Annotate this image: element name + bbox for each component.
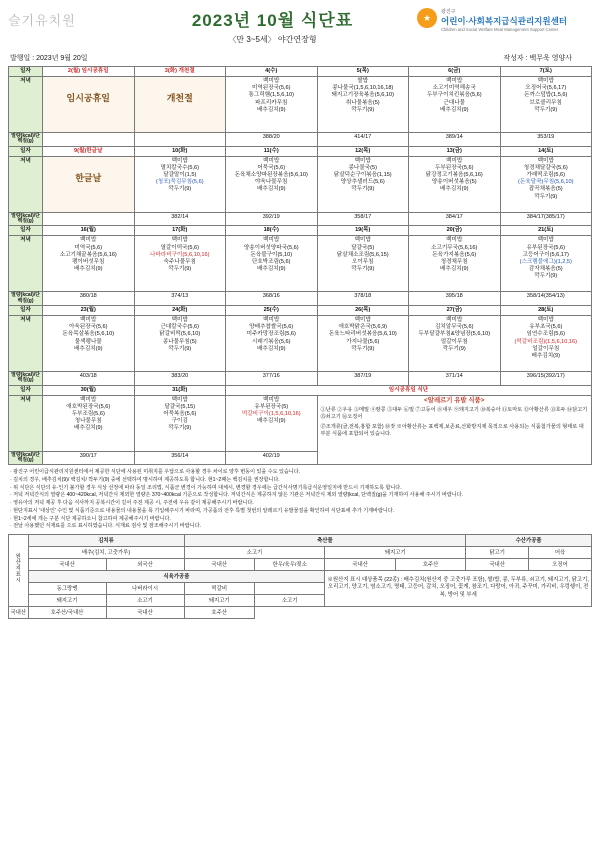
date-row xyxy=(9,67,592,77)
writer: 작성자 : 백무욱 영양사 xyxy=(503,55,572,62)
menu-item: 콩나물무침(5) xyxy=(162,338,197,345)
menu-item: 배추김치(9) xyxy=(257,418,286,425)
menu-item: 깍두기(9) xyxy=(534,193,558,200)
menu-item: 닭살채소조림(5,6,15) xyxy=(336,251,389,258)
menu-item: 깍두기(9) xyxy=(351,266,375,273)
menu-item: 닭강정고기볶음(5,6,16) xyxy=(425,172,483,179)
menu-cell xyxy=(134,395,226,451)
menu-cell xyxy=(43,395,135,451)
menu-item: 양상추샐러드(5,6) xyxy=(340,179,385,186)
menu-item: 백미밥 xyxy=(446,237,463,244)
note-item: · 위 식단은 식단의 유·인기 불가할 경우 식상 선정에 따라 동일 조리법, 식품군 변경이 가능하며 대체시, 변경할 경우에는 급간식사명기록급식운영일지에 반드시 기재하도록 합니다. xyxy=(10,484,402,491)
kcal-cell: 380/18 xyxy=(43,292,135,306)
menu-item: 돈육가지볶음(5,6) xyxy=(432,251,477,258)
kcal-cell: 378/18 xyxy=(317,292,409,306)
menu-cell xyxy=(134,156,226,212)
kcal-cell xyxy=(134,133,226,147)
date-cell: 20(금) xyxy=(409,226,501,236)
origin-item-label: 닭고기 xyxy=(466,546,529,558)
dinner-row xyxy=(9,156,592,212)
row-label-dinner: 저녁 xyxy=(9,236,43,292)
row-label-kcal: 열량(kcal)/단백질(g) xyxy=(9,212,43,226)
menu-item: 물색팽나물 xyxy=(74,338,102,345)
menu-cell xyxy=(409,236,501,292)
page-title: 2023년 10월 식단표 xyxy=(191,11,354,30)
origin-cell: 국내산 xyxy=(9,606,29,618)
allergy-box xyxy=(317,395,592,465)
note-item: · 김치의 경우, 배추김치(9)/ 백김치/ 깍두기(9) 중에 선택하여 명시하여 제공하도록 합니다. 현1~2째는 백김치를 권장합니다. xyxy=(10,477,280,483)
menu-item: 배추김치(9) xyxy=(440,106,469,113)
menu-item: 열갈이떡국(5,6) xyxy=(160,244,200,251)
menu-item: 달걀국(5,15) xyxy=(164,403,196,410)
row-label-kcal: 열량(kcal)/단백질(g) xyxy=(9,133,43,147)
dinner-row xyxy=(9,77,592,133)
menu-item: 깍두기(9) xyxy=(168,266,192,273)
kcal-cell: 374/13 xyxy=(134,292,226,306)
menu-item: 어묵복음(5,6) xyxy=(163,411,197,418)
menu-cell xyxy=(317,316,409,372)
notes-block xyxy=(8,469,592,530)
kcal-cell: 388/20 xyxy=(226,133,318,147)
menu-item: (스크램블에그)(1,2,5) xyxy=(519,258,572,265)
menu-item: 브로콜리무침 xyxy=(529,99,562,106)
menu-item: 양배추찹쌀국(5,6) xyxy=(249,324,294,331)
menu-item: 배추김치(9) xyxy=(74,345,103,352)
origin-subgroup-header: 식육가공품 xyxy=(28,570,325,582)
kindergarten-logo xyxy=(8,6,128,29)
menu-item: 배추김치(9) xyxy=(257,345,286,352)
kcal-cell: 396/15(392/17) xyxy=(500,372,592,386)
menu-item: 백미밥 xyxy=(171,396,188,403)
menu-item: 두부조림(5,6) xyxy=(71,411,105,418)
menu-item: 청나물무침 xyxy=(74,418,102,425)
menu-item: 소고기무국(5,6,16) xyxy=(431,244,478,251)
dinner-row xyxy=(9,236,592,292)
allergy-title: <알레르기 유발 식품> xyxy=(424,396,485,404)
menu-item: 고등어구이(5,6,17) xyxy=(522,251,569,258)
note-item: · 영유아의 저녁 제공 후 다음 식사까지 공복시간이 길어 주전 제공 시, 주전에 우유 같이 제공해주시기 바랍니다. xyxy=(10,500,254,507)
menu-item: 얼갈이무침 xyxy=(532,345,560,352)
menu-item: 오징어국(5,6,17) xyxy=(525,85,567,92)
date-row xyxy=(9,226,592,236)
origin-group-header: 축산물 xyxy=(184,534,466,546)
origin-item-label: 어육 xyxy=(529,546,592,558)
date-cell: 19(목) xyxy=(317,226,409,236)
menu-item: 백미밥 xyxy=(354,157,371,164)
menu-item: 백미밥 xyxy=(354,317,371,324)
menu-item: 백미밥 xyxy=(354,237,371,244)
date-cell: 16(월) xyxy=(43,226,135,236)
menu-item: 백미밥 xyxy=(537,78,554,85)
menu-item: 두부달걀부침&양념장(5,6,10) xyxy=(418,331,491,338)
menu-cell xyxy=(500,316,592,372)
menu-item: 파프리카무침 xyxy=(255,99,288,106)
date-cell: 31(화) xyxy=(134,385,226,395)
menu-cell xyxy=(226,316,318,372)
kcal-cell: 353/19 xyxy=(500,133,592,147)
menu-item: (돈육달꾹)무침(5,6,10) xyxy=(518,179,574,186)
date-cell: 17(화) xyxy=(134,226,226,236)
menu-item: 배추김치(9) xyxy=(257,186,286,193)
date-cell: 4(수) xyxy=(226,67,318,77)
menu-item: 가지나물(5,6) xyxy=(346,338,380,345)
menu-cell xyxy=(43,77,135,133)
menu-item: 백미밥 xyxy=(263,157,280,164)
menu-item: 잡곡채볶음(5) xyxy=(528,186,563,193)
menu-item: 유부된장국(5) xyxy=(254,403,289,410)
menu-item: 닭살덕순구이볶음(1,15) xyxy=(333,172,392,179)
menu-cell xyxy=(134,77,226,133)
menu-item: 돈까스덮밥(1,5,6) xyxy=(524,92,568,99)
menu-item: 취나물볶음(5) xyxy=(345,99,380,106)
menu-item: 소고기미역해송국 xyxy=(432,85,476,92)
row-label-date: 일자 xyxy=(9,226,43,236)
menu-item: 백미밥 xyxy=(263,396,280,403)
page-subtitle: 〈만 3~5세〉 야간연장형 xyxy=(228,35,317,44)
menu-cell xyxy=(43,316,135,372)
kcal-cell: 377/16 xyxy=(226,372,318,386)
kcal-cell: 402/19 xyxy=(226,451,318,465)
row-label-kcal: 열량(kcal)/단백질(g) xyxy=(9,372,43,386)
allergy-list: ①난류 ②우유 ③메밀 ④땅콩 ⑤대두 ⑥밀 ⑦고등어 ⑧새우 ⑨돼지고기 ⑩복숭아 ⑪토마토 ⑫아황산류 ⑬호두 ⑭닭고기 ⑮쇠고기 ⑯오징어 xyxy=(320,406,588,420)
row-label-date: 일자 xyxy=(9,305,43,315)
menu-item: 배추김치(9) xyxy=(531,352,560,359)
menu-item: 돈육채소양파된장볶음(5,6,10) xyxy=(234,172,308,179)
menu-item: 깍두기(9) xyxy=(168,425,192,432)
date-cell: 12(목) xyxy=(317,146,409,156)
menu-cell xyxy=(500,156,592,212)
menu-cell xyxy=(134,236,226,292)
menu-item: 임연수조림(5,6) xyxy=(526,331,566,338)
note-item: · 저녁 저녁간식의 열량은 400~420kcal, 저녁간식 제외한 열량은 370~400kcal 기준으로 작성합니다. 저녁간식은 제공하지 않은 기관은 저녁간식 제외 열량(kcal, 단백질(g)을 기재하여 사용해 주시기 바랍니다. xyxy=(10,492,464,499)
origin-value: 오징어 xyxy=(529,558,592,570)
org-district: 광진구 xyxy=(441,9,456,15)
kcal-cell: 358/17 xyxy=(317,212,409,226)
kcal-cell xyxy=(43,212,135,226)
kcal-cell: 356/14 xyxy=(134,451,226,465)
document-header xyxy=(8,6,592,52)
menu-cell xyxy=(409,156,501,212)
origin-footnote: ※원산지 표시 대상품목 (22종) : 배추김치(원산지 중 고춧가루 포함), 쌀/밥, 콩, 두부류, 쇠고기, 돼지고기, 닭고기, 오리고기, 양고기, 염소고기, 명태, 고등어, 갈치, 오징어, 꽃게, 참조기, 다랑어, 아귀, 주꾸미, 가리비, 우렁쉥이, 전복, 방어 및 부세 xyxy=(325,570,592,606)
kcal-cell: 395/18 xyxy=(409,292,501,306)
org-name: 어린이·사회복지급식관리지원센터 xyxy=(441,16,567,26)
menu-cell xyxy=(500,77,592,133)
menu-item: 깍두기(9) xyxy=(442,345,466,352)
menu-item: 백미밥 xyxy=(171,237,188,244)
row-label-dinner: 저녁 xyxy=(9,316,43,372)
center-mark-icon: ★ xyxy=(417,8,437,28)
origin-item-label: 돼지고기 xyxy=(325,546,466,558)
dinner-row xyxy=(9,395,592,451)
origin-side-label: 원 산 지 표 시 xyxy=(9,534,29,606)
date-cell: 11(수) xyxy=(226,146,318,156)
menu-item: 콩나물국(1,5,6,10,16,18) xyxy=(332,85,394,92)
menu-item: 백미밥 xyxy=(263,237,280,244)
menu-item: 백미밥 xyxy=(80,237,97,244)
date-cell: 6(금) xyxy=(409,67,501,77)
menu-item: 돈육불구이(5,10) xyxy=(250,251,293,258)
menu-item: 근대나물 xyxy=(443,99,466,106)
origin-group-header: 김치류 xyxy=(28,534,184,546)
menu-item: 구이김 xyxy=(171,418,188,425)
date-cell: 25(수) xyxy=(226,305,318,315)
menu-item: 백미밥 xyxy=(171,317,188,324)
origin-table xyxy=(8,534,592,619)
origin-item-label: 배추(김치, 고춧가루) xyxy=(28,546,184,558)
menu-item: 감자채볶음(5) xyxy=(528,266,563,273)
menu-item: 배추김치(9) xyxy=(440,266,469,273)
origin-group-header: 수산가공품 xyxy=(466,534,592,546)
menu-item: 백미밥 xyxy=(263,78,280,85)
holiday-illustration: 임시공휴일 xyxy=(43,77,134,132)
menu-item: 멸치칼국수(5,6) xyxy=(160,164,200,171)
kcal-cell: 384/17(385/17) xyxy=(500,212,592,226)
menu-item: 깍두기(9) xyxy=(351,345,375,352)
title-block xyxy=(128,6,417,45)
menu-item: 애호박된장국(5,6) xyxy=(66,403,111,410)
document-meta xyxy=(8,52,592,66)
holiday-illustration: 한글날 xyxy=(43,157,134,212)
menu-item: 닭갈비떡(5,6,10) xyxy=(159,331,201,338)
origin-cell: 돼지고기 xyxy=(28,594,106,606)
kcal-cell: 382/14 xyxy=(134,212,226,226)
date-row xyxy=(9,305,592,315)
holiday-illustration: 개천절 xyxy=(135,77,226,132)
menu-item: 오이무침 xyxy=(351,258,374,265)
menu-item: 돈육목살볶음(5,6,10) xyxy=(62,331,115,338)
menu-item: 나바라비구이(5,6,10,16) xyxy=(150,251,210,258)
menu-table xyxy=(8,66,592,465)
menu-item: 떡갈비구이(1,5,6,10,16) xyxy=(241,411,301,418)
menu-item: 두부된장국(5,6) xyxy=(434,164,474,171)
date-cell: 18(수) xyxy=(226,226,318,236)
menu-item: 청경채무침 xyxy=(440,258,468,265)
menu-item: 백미밥 xyxy=(537,157,554,164)
date-cell: 3(화) 개천절 xyxy=(134,67,226,77)
menu-item: 백미밥 xyxy=(446,317,463,324)
menu-item: 백미밥 xyxy=(537,317,554,324)
origin-cell: 소고기 xyxy=(254,594,324,606)
issue-date: 발행일 : 2023년 9월 20일 xyxy=(10,55,88,62)
menu-item: 배추김치(9) xyxy=(74,266,103,273)
menu-item: 백미밥 xyxy=(80,317,97,324)
menu-item: 숙주나물무침 xyxy=(163,258,196,265)
menu-item: 애호박맑은국(5,6,9) xyxy=(338,324,388,331)
note-item: · 광진구 어린이급식관리지원센터에서 제공한 식단에 사용된 미취지를 우답으로 사용할 경우 차이로 양후 변동이 있을 수도 있습니다. xyxy=(10,469,301,476)
menu-cell xyxy=(226,156,318,212)
row-label-date: 일자 xyxy=(9,146,43,156)
date-cell: 7(토) xyxy=(500,67,592,77)
date-cell: 5(목) xyxy=(317,67,409,77)
date-cell: 23(월) xyxy=(43,305,135,315)
menu-item: 백미밥 xyxy=(446,78,463,85)
date-row xyxy=(9,146,592,156)
menu-cell xyxy=(409,316,501,372)
row-label-kcal: 열량(kcal)/단백질(g) xyxy=(9,292,43,306)
origin-value: 외국산 xyxy=(106,558,184,570)
menu-item: 팽이버섯무침 xyxy=(72,258,105,265)
menu-item: 청경채달걀국(5,6) xyxy=(523,164,568,171)
kcal-row xyxy=(9,133,592,147)
menu-item: 깍두기(9) xyxy=(168,186,192,193)
menu-item: 백미밥 xyxy=(263,317,280,324)
kcal-cell: 384/17 xyxy=(409,212,501,226)
origin-cell: 돼지고기 xyxy=(184,594,254,606)
date-cell: 14(토) xyxy=(500,146,592,156)
row-label-date: 일자 xyxy=(9,385,43,395)
note-item: · 전날 사용했던 식재료를 으로 표시하였습니다. 식재료 검사 및 잠조해주시기 바랍니다. xyxy=(10,523,201,530)
origin-item-label: 소고기 xyxy=(184,546,325,558)
date-row xyxy=(9,385,592,395)
kcal-cell: 390/17 xyxy=(43,451,135,465)
date-cell: 26(목) xyxy=(317,305,409,315)
origin-cell: 호주산/국내산 xyxy=(28,606,106,618)
menu-cell xyxy=(226,77,318,133)
dinner-row xyxy=(9,316,592,372)
support-center-logo xyxy=(417,6,592,32)
row-label-dinner: 저녁 xyxy=(9,77,43,133)
origin-cell: 국내산 xyxy=(106,606,184,618)
date-cell: 30(월) xyxy=(43,385,135,395)
menu-item: 근대칼국수(5,6) xyxy=(160,324,200,331)
menu-item: 깍두기(9) xyxy=(534,273,558,280)
menu-item: 양송이버섯볶음(5) xyxy=(431,179,477,186)
origin-value: 국내산 xyxy=(466,558,529,570)
kcal-row xyxy=(9,292,592,306)
kindergarten-name: 슬기유치원 xyxy=(8,14,76,29)
kcal-row xyxy=(9,372,592,386)
menu-item: 시래기볶음(5,6) xyxy=(251,338,291,345)
row-label-dinner: 저녁 xyxy=(9,395,43,451)
note-item: · 현1~2세에 개는 구분 식단 제공하오니 참고하여 제공해주시기 바랍니다. xyxy=(10,515,171,522)
menu-item: 배추김치(9) xyxy=(257,266,286,273)
date-cell: 9(월)한글날 xyxy=(43,146,135,156)
origin-cell: 떡갈비 xyxy=(184,582,254,594)
origin-value: 국내산 xyxy=(184,558,254,570)
kcal-cell: 387/19 xyxy=(317,372,409,386)
menu-item: 깍두기(9) xyxy=(168,345,192,352)
kcal-cell: 371/14 xyxy=(409,372,501,386)
menu-item: 백미밥 xyxy=(446,157,463,164)
menu-item: 아욱된장국(5,6) xyxy=(68,324,108,331)
menu-item: 미역된장국(5,6) xyxy=(251,85,291,92)
date-cell: 27(금) xyxy=(409,305,501,315)
date-cell: 10(화) xyxy=(134,146,226,156)
kcal-row xyxy=(9,212,592,226)
menu-cell xyxy=(500,236,592,292)
kcal-cell: 403/18 xyxy=(43,372,135,386)
kcal-cell: 392/19 xyxy=(226,212,318,226)
menu-item: 두부구이치킨볶음(5,6) xyxy=(426,92,482,99)
menu-cell xyxy=(317,236,409,292)
menu-item: 쌀밥 xyxy=(357,78,369,85)
menu-item: 야욱나물무침 xyxy=(255,179,288,186)
org-name-english: Children and Social Welfare Meal Management Support Center xyxy=(441,27,559,32)
origin-value: 국내산 xyxy=(28,558,106,570)
kcal-cell: 383/20 xyxy=(134,372,226,386)
kcal-cell: 414/17 xyxy=(317,133,409,147)
menu-item: 미주카망장조림(5,6) xyxy=(246,331,296,338)
date-cell: 28(토) xyxy=(500,305,592,315)
date-cell: 21(토) xyxy=(500,226,592,236)
menu-cell xyxy=(226,395,318,451)
origin-value: 호주산 xyxy=(395,558,465,570)
menu-item: 단호박조림(5,6) xyxy=(251,258,291,265)
menu-item: 유부초국(5,6) xyxy=(529,324,563,331)
allergy-note: ⑰조개류(굴,전복,홍합 포함) ⑱잣 ※아황산류는 표백제,보존료,산화방지제 목적으로 사용되는 식품첨가물의 형태로 대부분 식품에 포함되어 있습니다. xyxy=(320,424,584,438)
menu-item: 어묵국(5,6) xyxy=(257,164,286,171)
menu-item: 달걀말이(1,5) xyxy=(163,172,197,179)
menu-cell xyxy=(317,156,409,212)
origin-cell: 호주산 xyxy=(184,606,254,618)
menu-item: 통그릭햄(1,5,6,10) xyxy=(248,92,295,99)
menu-item: 달걀국(5) xyxy=(351,244,375,251)
menu-item: 깍두기(9) xyxy=(351,106,375,113)
date-cell: 임시공휴일 식단 xyxy=(226,385,592,395)
menu-item: 미역국(5,6) xyxy=(74,244,103,251)
menu-item: 소고기채끝볶음(5,6,16) xyxy=(59,251,117,258)
menu-item: 유부된장국(5,6) xyxy=(526,244,566,251)
kcal-cell: 368/16 xyxy=(226,292,318,306)
origin-cell: 소고기 xyxy=(106,594,184,606)
kcal-cell: 358/14(354/13) xyxy=(500,292,592,306)
menu-cell xyxy=(134,316,226,372)
row-label-dinner: 저녁 xyxy=(9,156,43,212)
menu-item: 가래떡조림(5,6) xyxy=(526,172,566,179)
menu-cell xyxy=(43,236,135,292)
note-item: · 현단지표시 '대상인' 수인 및 식품기준으로 내용물의 내용물을 폭 기입해주시기 바라며, 가공품의 전후 특별 첫번의 알레르기 유발물질을 확인하여 식단표에 추가 기재바랍니다. xyxy=(10,507,395,514)
menu-cell xyxy=(226,236,318,292)
menu-item: 양송이버섯양파국(5,6) xyxy=(243,244,299,251)
menu-item: 배추김치(9) xyxy=(74,425,103,432)
menu-item: 얼갈이무침 xyxy=(440,338,468,345)
menu-item: (청포)묵김무침(5,6) xyxy=(155,179,204,186)
kcal-cell xyxy=(43,133,135,147)
origin-cell: 나버라이시 xyxy=(106,582,184,594)
origin-value: 국내산 xyxy=(325,558,395,570)
menu-item: 깍두기(9) xyxy=(351,186,375,193)
row-label-kcal: 열량(kcal)/단백질(g) xyxy=(9,451,43,465)
date-cell: 2(월) 임시공휴일 xyxy=(43,67,135,77)
menu-cell xyxy=(409,77,501,133)
row-label-date: 일자 xyxy=(9,67,43,77)
menu-item: 배추김치(9) xyxy=(440,186,469,193)
menu-item: (떡갈비조림)(1,5,6,10,16) xyxy=(514,338,577,345)
menu-item: 백미밥 xyxy=(537,237,554,244)
origin-value: 한우/육우/젖소 xyxy=(254,558,324,570)
kcal-cell: 389/14 xyxy=(409,133,501,147)
menu-item: 백미밥 xyxy=(171,157,188,164)
menu-item: 돼지고기장육볶음(5,6,10) xyxy=(331,92,394,99)
menu-item: 백미밥 xyxy=(80,396,97,403)
origin-cell: 동그랑땡 xyxy=(28,582,106,594)
menu-cell xyxy=(43,156,135,212)
menu-item: 김치알무국(5,6) xyxy=(434,324,474,331)
date-cell: 24(화) xyxy=(134,305,226,315)
menu-item: 배추김치(9) xyxy=(257,106,286,113)
menu-item: 돈육느타리버섯볶음(5,6,10) xyxy=(328,331,397,338)
date-cell: 13(금) xyxy=(409,146,501,156)
menu-item: 깍두기(9) xyxy=(534,106,558,113)
menu-item: 콩나물국(5) xyxy=(348,164,377,171)
menu-cell xyxy=(317,77,409,133)
